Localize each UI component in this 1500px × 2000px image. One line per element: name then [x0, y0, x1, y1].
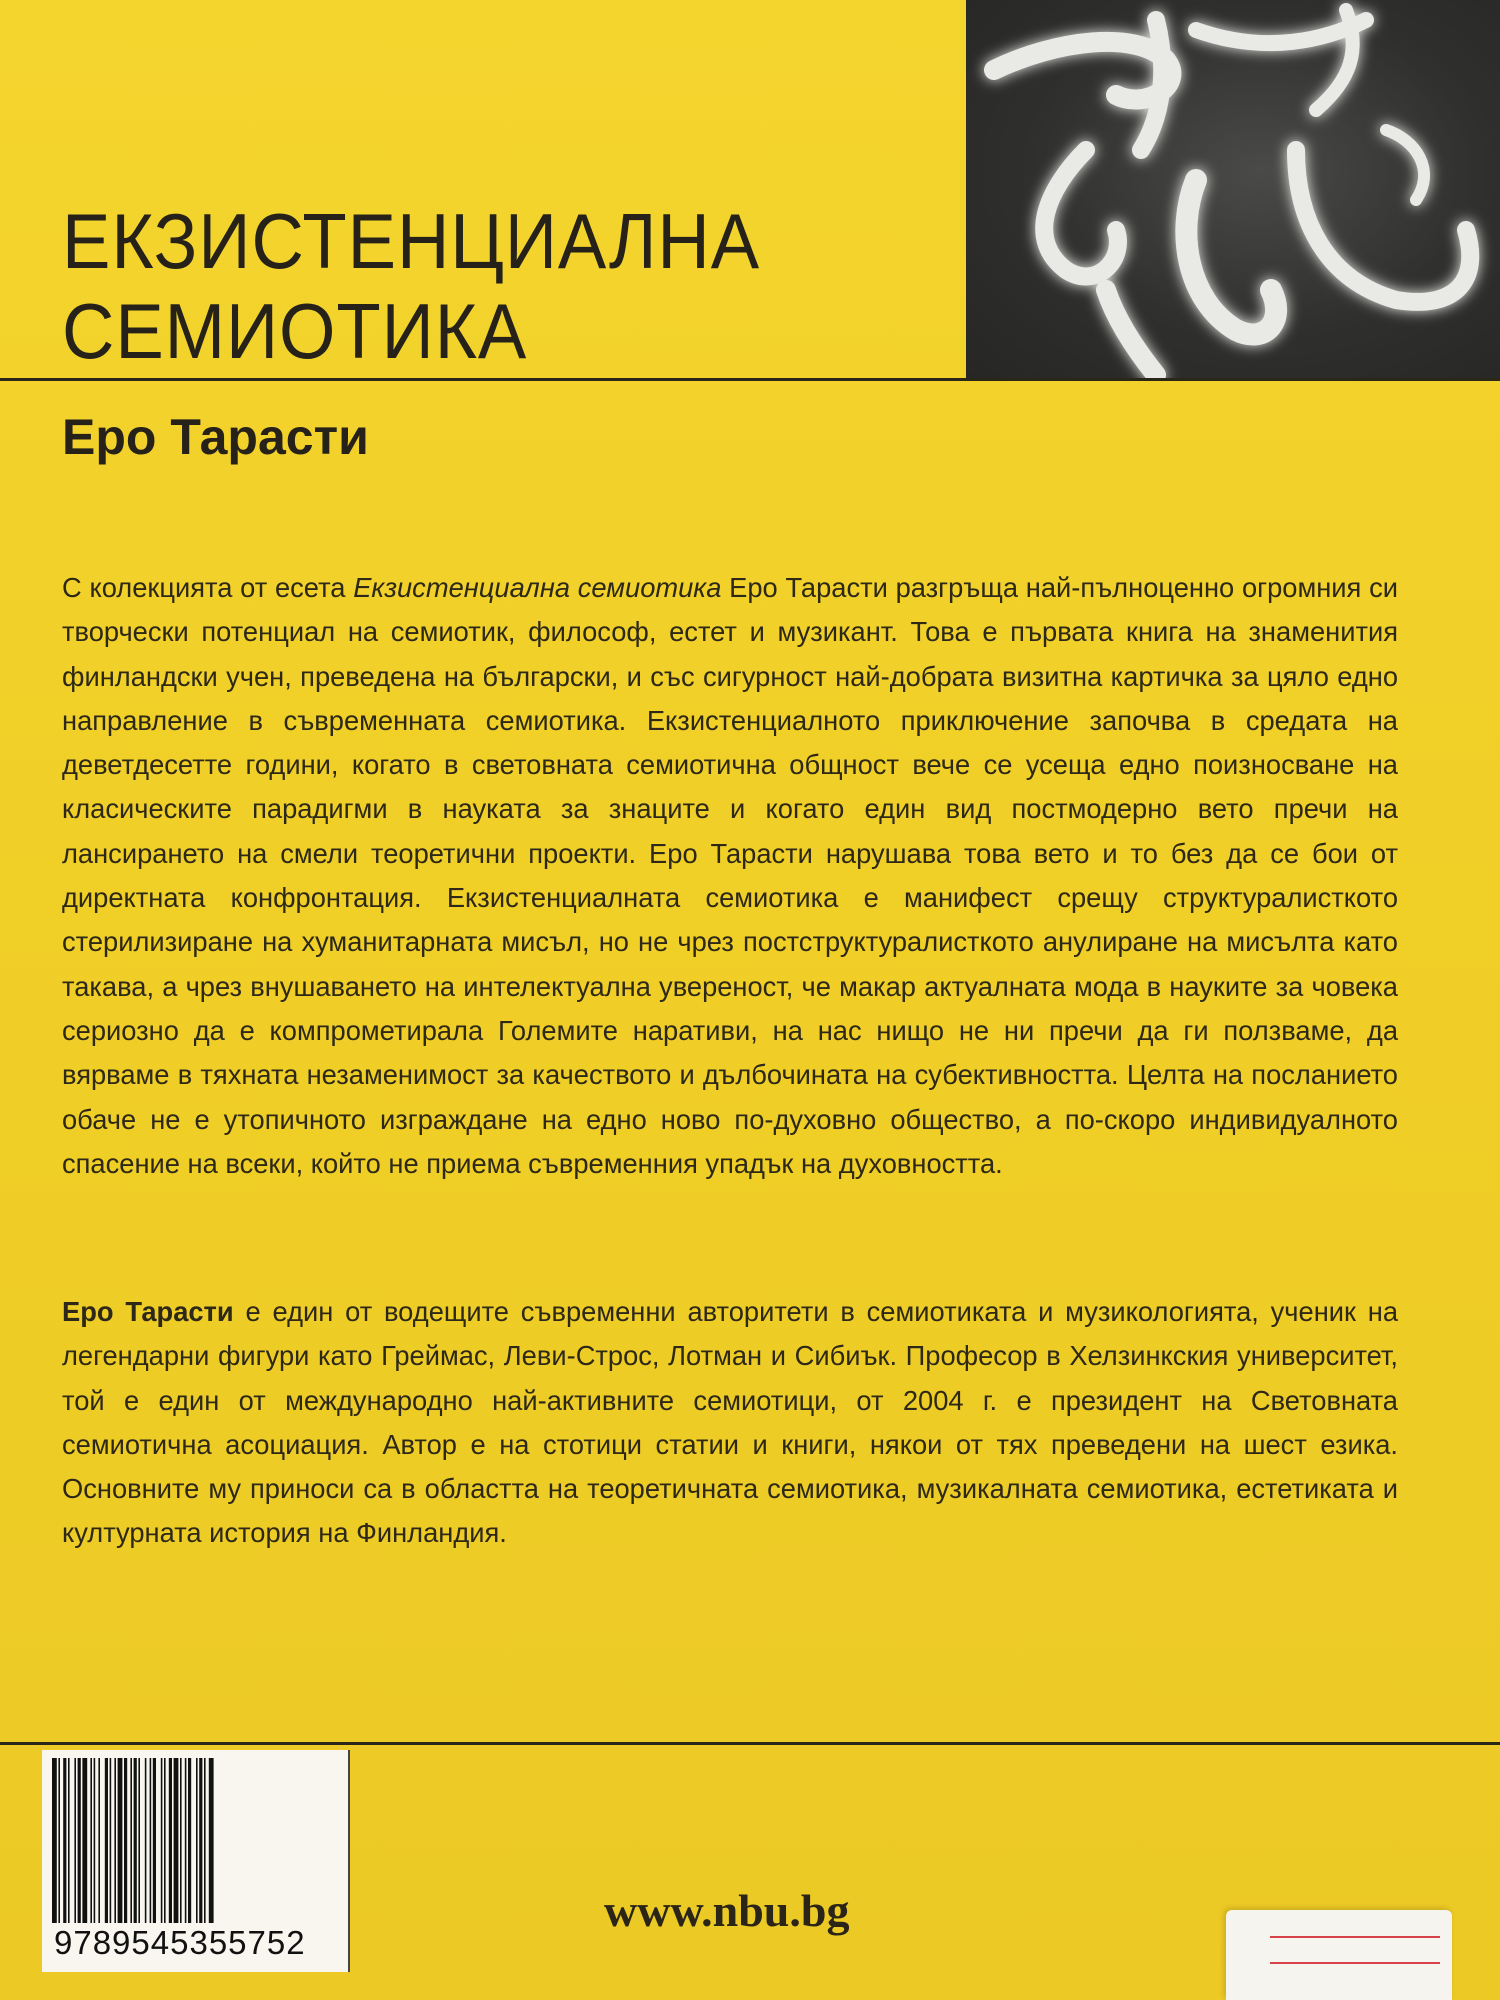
calligraphy-glyph-image: [966, 0, 1500, 380]
isbn-barcode: [42, 1750, 350, 1972]
top-divider: [0, 378, 1500, 381]
description-intro: С колекцията от есета: [62, 572, 354, 603]
sticker-line: [1270, 1936, 1440, 1938]
author-bio-name: Еро Тарасти: [62, 1296, 234, 1327]
book-title-line1: ЕКЗИСТЕНЦИАЛНА: [62, 197, 761, 285]
barcode-bars-image: [50, 1758, 342, 1923]
price-sticker: [1226, 1910, 1452, 2000]
author-bio-text: е един от водещите съвременни авторитети в семиотиката и музикологията, ученик на легендарни фигури като Греймас, Леви-Строс, Лотман и Сибиък. Професор в Хелзинкския университет, той е един от международно най-активните семиотици, от 2004 г. е президент на Световната семиотична асоциация. Автор е на стотици статии и книги, някои от тях преведени на шест езика. Основните му приноси са в областта на теоретичната семиотика, музикалната семиотика, естетиката и културната история на Финландия.: [62, 1296, 1399, 1549]
isbn-number: 9789545355752: [54, 1924, 306, 1961]
bottom-divider: [0, 1742, 1500, 1745]
sticker-line: [1270, 1962, 1440, 1964]
description-body: Еро Тарасти разгръща най-пълноценно огромния си творчески потенциал на семиотик, философ, естет и музикант. Това е първата книга на знаменития финландски учен, преведена на български, и със сигурност най-добрата визитна картичка за цяло едно направление в съвременната семиотика. Екзистенциалното приключение започва в средата на деветдесетте години, когато в световната семиотична общност вече се усеща едно поизносване на класическите парадигми в науката за знаците и когато един вид постмодерно вето пречи на лансирането на смели теоретични проекти. Еро Тарасти нарушава това вето и то без да се бои от директната конфронтация. Екзистенциалната семиотика е манифест срещу структуралисткото стерилизиране на хуманитарната мисъл, но не чрез постструктуралисткото анулиране на мисълта като такава, а чрез внушаването на интелектуална увереност, че макар актуалната мода в науките за човека сериозно да е компрометирала Големите наративи, на нас нищо не ни пречи да ги ползваме, да вярваме в тяхната незаменимост за качеството и дълбочината на субективността. Целта на посланието обаче не е утопичното изграждане на едно ново по-духовно общество, а по-скоро индивидуалното спасение на всеки, който не приема съвременния упадък на духовността.: [62, 572, 1398, 1179]
calligraphy-artwork: [966, 0, 1500, 380]
author-name: Еро Тарасти: [62, 409, 369, 465]
publisher-website: www.nbu.bg: [604, 1885, 850, 1936]
book-description: [62, 566, 1398, 1186]
description-book-title: Екзистенциална семиотика: [353, 572, 722, 603]
book-title: [62, 196, 899, 376]
author-bio: [62, 1290, 1398, 1556]
book-title-line2: СЕМИОТИКА: [62, 287, 528, 375]
